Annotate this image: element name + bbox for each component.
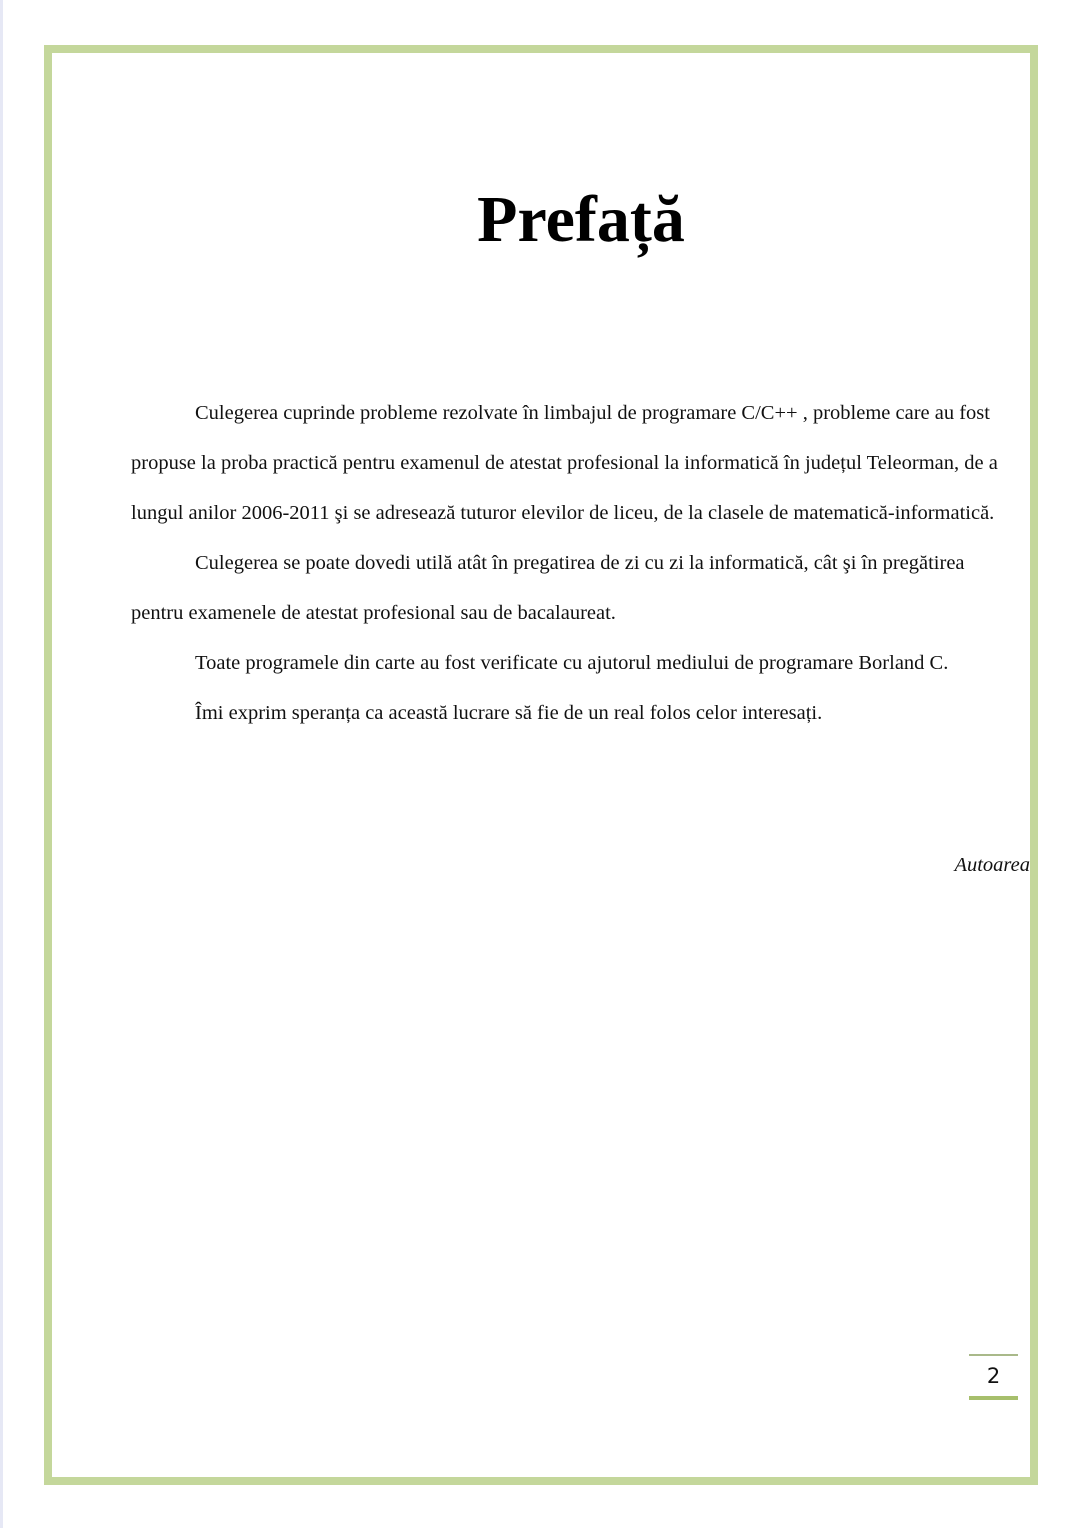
paragraph-4: Îmi exprim speranța ca această lucrare să fie de un real folos celor interesați. (195, 702, 823, 724)
page-border-frame (44, 45, 1038, 1485)
author-signature: Autoarea (954, 854, 1030, 876)
page-number-bottom-rule (969, 1396, 1018, 1400)
page-number-top-rule (969, 1354, 1018, 1356)
paragraph-2: Culegerea se poate dovedi utilă atât în pregatirea de zi cu zi la informatică, cât şi în pregătirea pentru examenele de atestat profesional sau de bacalaureat. (131, 552, 965, 624)
page-title: Prefață (477, 183, 685, 256)
paragraph-1: Culegerea cuprinde probleme rezolvate în limbajul de programare C/C++ , probleme care au fost propuse la proba practică pentru examenul de atestat profesional la informatică în județul Teleorman, de a lungul anilor 2006-2011 şi se adresează tuturor elevilor de liceu, de la clasele de matematică-informatică. (131, 402, 998, 524)
page-number-block (969, 1354, 1018, 1402)
preface-body (131, 388, 1021, 738)
page-number: 2 (986, 1364, 1001, 1388)
paragraph-3: Toate programele din carte au fost verificate cu ajutorul mediului de programare Borland C. (195, 652, 949, 674)
